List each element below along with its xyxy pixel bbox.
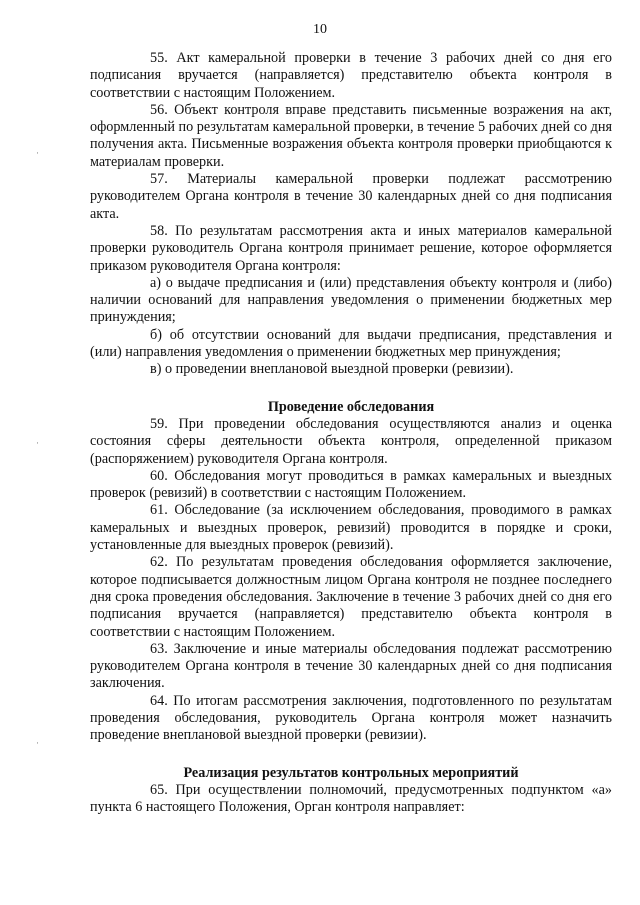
scan-speck: ·: [36, 738, 39, 748]
paragraph-57: 57. Материалы камеральной проверки подлежат рассмотрению руководителем Органа контроля в течение 30 календарных дней со дня подписания акта.: [90, 171, 612, 222]
document-body: [90, 50, 612, 816]
paragraph-58: 58. По результатам рассмотрения акта и иных материалов камеральной проверки руководитель Органа контроля принимает решение, которое оформляется приказом руководителя Органа контроля:: [90, 222, 612, 274]
scan-speck: ·: [36, 148, 39, 158]
paragraph-65: 65. При осуществлении полномочий, предусмотренных подпунктом «а» пункта 6 настоящего Положения, Орган контроля направляет:: [90, 781, 612, 816]
paragraph-58-c: в) о проведении внеплановой выездной проверки (ревизии).: [150, 361, 514, 378]
paragraph-58-b: б) об отсутствии оснований для выдачи предписания, представления и (или) направления уведомления о применении бюджетных мер принуждения;: [90, 326, 612, 361]
paragraph-64: 64. По итогам рассмотрения заключения, подготовленного по результатам проведения обследования, руководитель Органа контроля может назначить проведение внеплановой выездной проверки (ревизии).: [90, 692, 612, 744]
page-number: 10: [313, 22, 327, 37]
paragraph-59: 59. При проведении обследования осуществляются анализ и оценка состояния сферы деятельности объекта контроля, определенной приказом (распоряжением) руководителя Органа контроля.: [90, 415, 612, 467]
paragraph-56: 56. Объект контроля вправе представить письменные возражения на акт, оформленный по результатам камеральной проверки, в течение 5 рабочих дней со дня получения акта. Письменные возражения объекта контроля проверки приобщаются к материалам проверки.: [90, 101, 612, 170]
paragraph-62: 62. По результатам проведения обследования оформляется заключение, которое подписывается должностным лицом Органа контроля не позднее последнего дня срока проведения обследования. Заключение в течение 3 рабочих дней со дня его подписания вручается (направляется) представителю объекта контроля в соответствии с настоящим Положением.: [90, 554, 612, 640]
paragraph-58-a: а) о выдаче предписания и (или) представления объекту контроля и (либо) наличии оснований для направления уведомления о применении бюджетных мер принуждения;: [90, 274, 612, 326]
section-heading-inspection: Проведение обследования: [267, 398, 435, 415]
section-heading-results: Реализация результатов контрольных мероприятий: [183, 764, 519, 781]
paragraph-60: 60. Обследования могут проводиться в рамках камеральных и выездных проверок (ревизий) в соответствии с настоящим Положением.: [90, 467, 612, 502]
paragraph-61: 61. Обследование (за исключением обследования, проводимого в рамках камеральных и выездных проверок, ревизий) проводится в порядке и сроки, установленные для выездных проверок (ревизий).: [90, 502, 612, 554]
paragraph-63: 63. Заключение и иные материалы обследования подлежат рассмотрению руководителем Органа контроля в течение 30 календарных дней со дня подписания заключения.: [90, 640, 612, 692]
paragraph-55: 55. Акт камеральной проверки в течение 3 рабочих дней со дня его подписания вручается (направляется) представителю объекта контроля в соответствии с настоящим Положением.: [90, 50, 612, 101]
scan-speck: ·: [36, 438, 39, 448]
